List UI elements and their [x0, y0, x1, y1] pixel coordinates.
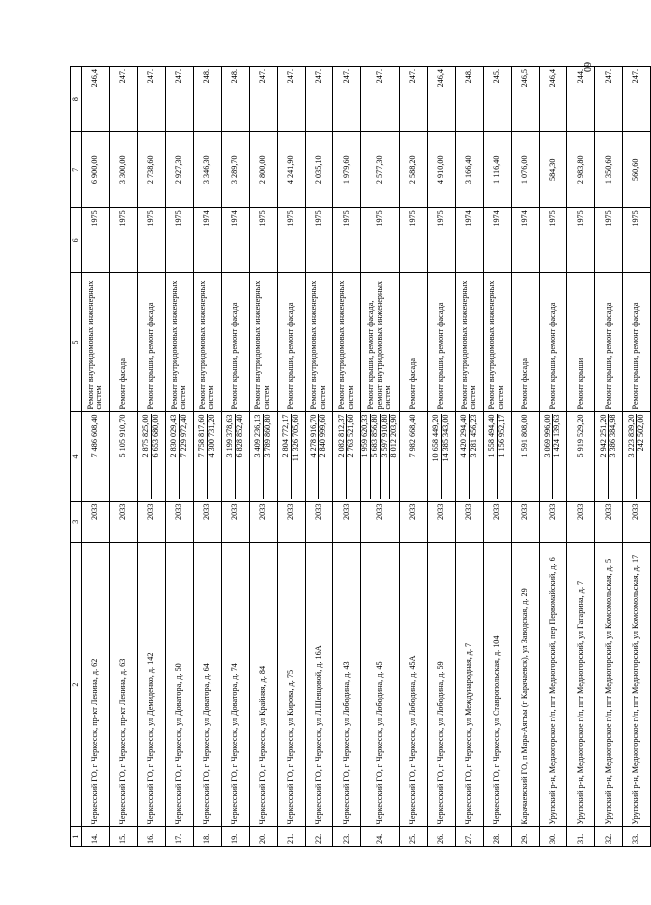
amount-value: 3 281 456,23	[469, 414, 479, 498]
row-number: 22.	[305, 827, 333, 847]
address-cell: Черкесский ГО, г Черкесск, ул Крайняя, д. 84	[249, 542, 277, 827]
row-number: 32.	[595, 827, 623, 847]
table-row	[361, 67, 399, 847]
year-cell: 2033	[137, 501, 165, 542]
year-cell: 2033	[82, 501, 110, 542]
year-cell: 2033	[623, 501, 651, 542]
work-type-cell: Ремонт крыши, ремонт фасада	[595, 273, 623, 412]
built-year-cell: 1975	[165, 208, 193, 273]
work-type-cell: Ремонт внутридомовых инженерных систем	[305, 273, 333, 412]
work-type-cell: Ремонт внутридомовых инженерных систем	[165, 273, 193, 412]
address-cell: Черкесский ГО, г Черкесск, ул Лободина, д. 59	[427, 542, 455, 827]
work-type-cell: Ремонт внутридомовых инженерных систем	[483, 273, 511, 412]
work-type-cell: Ремонт крыши, ремонт фасада	[277, 273, 305, 412]
row-number: 28.	[483, 827, 511, 847]
year-cell: 2033	[361, 501, 399, 542]
table-row	[483, 67, 511, 847]
table-row	[82, 67, 110, 847]
price-cell: 248.	[193, 67, 221, 132]
work-type-cell: Ремонт фасада	[109, 273, 137, 412]
built-year-cell: 1974	[511, 208, 539, 273]
year-cell: 2033	[221, 501, 249, 542]
price-cell: 246,4	[427, 67, 455, 132]
row-number: 24.	[361, 827, 399, 847]
row-number: 14.	[82, 827, 110, 847]
address-cell: Черкесский ГО, г Черкесск, ул Лободина, д. 45А	[399, 542, 427, 827]
page-number: 60	[581, 62, 592, 72]
row-number: 30.	[539, 827, 567, 847]
amount-cell	[193, 412, 221, 501]
built-year-cell: 1975	[305, 208, 333, 273]
amount-value: 6 653 680,00	[151, 414, 161, 498]
year-cell: 2033	[455, 501, 483, 542]
price-cell: 247.	[595, 67, 623, 132]
amount-cell	[277, 412, 305, 501]
year-cell: 2033	[511, 501, 539, 542]
year-cell: 2033	[483, 501, 511, 542]
row-number: 16.	[137, 827, 165, 847]
built-year-cell: 1975	[567, 208, 595, 273]
amount-cell	[305, 412, 333, 501]
address-cell: Черкесский ГО, г Черкесск, ул Доватора, д. 74	[221, 542, 249, 827]
built-year-cell: 1975	[109, 208, 137, 273]
year-cell: 2033	[193, 501, 221, 542]
built-year-cell: 1975	[277, 208, 305, 273]
year-cell: 2033	[165, 501, 193, 542]
built-year-cell: 1975	[82, 208, 110, 273]
amount-value: 11 326 705,60	[291, 414, 301, 498]
amount-cell	[511, 412, 539, 501]
area-cell: 1 979,60	[333, 132, 361, 208]
table-row	[539, 67, 567, 847]
work-type-cell: Ремонт внутридомовых инженерных систем	[455, 273, 483, 412]
year-cell: 2033	[277, 501, 305, 542]
row-number: 33.	[623, 827, 651, 847]
work-type-cell: Ремонт внутридомовых инженерных систем	[193, 273, 221, 412]
area-cell: 3 289,70	[221, 132, 249, 208]
area-cell: 2 588,20	[399, 132, 427, 208]
area-cell: 3 346,30	[193, 132, 221, 208]
row-number: 25.	[399, 827, 427, 847]
work-type-cell: Ремонт крыши	[567, 273, 595, 412]
price-cell: 247.	[249, 67, 277, 132]
built-year-cell: 1974	[193, 208, 221, 273]
amount-value: 7 486 608,40	[90, 414, 100, 458]
amount-value: 4 420 294,40	[459, 414, 469, 458]
price-cell: 246,4	[539, 67, 567, 132]
year-cell: 2033	[305, 501, 333, 542]
amount-value: 4 278 916,70	[308, 414, 318, 458]
table-row	[221, 67, 249, 847]
address-cell: Черкесский ГО, г Черкесск, пр-кт Ленина, д. 62	[82, 542, 110, 827]
built-year-cell: 1975	[539, 208, 567, 273]
table-row	[595, 67, 623, 847]
work-type-cell: Ремонт крыши, ремонт фасада	[137, 273, 165, 412]
amount-value: 3 386 384,98	[608, 414, 618, 498]
built-year-cell: 1975	[595, 208, 623, 273]
table-row	[109, 67, 137, 847]
address-cell: Черкесский ГО, г Черкесск, ул Демиденко, д. 142	[137, 542, 165, 827]
year-cell: 2033	[109, 501, 137, 542]
column-number: 4	[71, 412, 82, 501]
work-type-cell: Ремонт фасада	[399, 273, 427, 412]
built-year-cell: 1975	[137, 208, 165, 273]
work-type-cell: Ремонт фасада	[511, 273, 539, 412]
address-cell: Черкесский ГО, г Черкесск, пр-кт Ленина, д. 63	[109, 542, 137, 827]
amount-value: 2 830 029,43	[169, 414, 179, 458]
built-year-cell: 1974	[483, 208, 511, 273]
year-cell: 2033	[595, 501, 623, 542]
amount-cell	[427, 412, 455, 501]
price-cell: 247.	[623, 67, 651, 132]
price-cell: 246,5	[511, 67, 539, 132]
table-row	[623, 67, 651, 847]
amount-cell	[109, 412, 137, 501]
area-cell: 560,60	[623, 132, 651, 208]
amount-value: 14 385 343,00	[441, 414, 451, 498]
address-cell: Черкесский ГО, г Черкесск, ул Международная, д. 7	[455, 542, 483, 827]
area-cell: 4 910,00	[427, 132, 455, 208]
amount-value: 2 840 999,60	[318, 414, 328, 498]
amount-value: 1 156 952,17	[497, 414, 507, 498]
area-cell: 2 738,60	[137, 132, 165, 208]
amount-cell	[399, 412, 427, 501]
amount-value: 1 591 808,00	[519, 414, 529, 458]
area-cell: 4 241,90	[277, 132, 305, 208]
work-type-cell: Ремонт крыши, ремонт фасада, ремонт внутридомовых инженерных систем	[361, 273, 399, 412]
row-number: 31.	[567, 827, 595, 847]
amount-value: 1 959 620,33	[360, 414, 370, 458]
column-number: 5	[71, 273, 82, 412]
price-cell: 244.	[567, 67, 595, 132]
area-cell: 2 983,80	[567, 132, 595, 208]
table-row	[511, 67, 539, 847]
price-cell: 247.	[399, 67, 427, 132]
price-cell: 245.	[483, 67, 511, 132]
table-row	[193, 67, 221, 847]
area-cell: 1 350,60	[595, 132, 623, 208]
address-cell: Черкесский ГО, г Черкесск, ул Л.Шевцовой, д. 16А	[305, 542, 333, 827]
amount-value: 10 658 449,20	[431, 414, 441, 462]
amount-value: 5 919 529,20	[575, 414, 585, 458]
built-year-cell: 1975	[399, 208, 427, 273]
amount-value: 3 789 860,80	[263, 414, 273, 498]
address-cell: Урупский р-н, Медногорское г/п, пгт Медногорский, ул Комсомольская, д. 5	[595, 542, 623, 827]
price-cell: 247.	[277, 67, 305, 132]
amount-cell	[567, 412, 595, 501]
amount-cell	[455, 412, 483, 501]
row-number: 18.	[193, 827, 221, 847]
amount-value: 7 229 972,40	[179, 414, 189, 498]
year-cell: 2033	[567, 501, 595, 542]
table-row	[455, 67, 483, 847]
work-type-cell: Ремонт внутридомовых инженерных систем	[249, 273, 277, 412]
row-number: 21.	[277, 827, 305, 847]
amount-cell	[483, 412, 511, 501]
price-cell: 248.	[455, 67, 483, 132]
price-cell: 247.	[165, 67, 193, 132]
amount-value: 1 424 139,63	[552, 414, 562, 498]
amount-value: 2 763 521,60	[346, 414, 356, 498]
address-cell: Урупский р-н, Медногорское г/п, пгт Медногорский, пер Первомайский, д. 6	[539, 542, 567, 827]
column-number: 7	[71, 132, 82, 208]
amount-cell	[137, 412, 165, 501]
area-cell: 3 166,40	[455, 132, 483, 208]
table-row	[249, 67, 277, 847]
amount-cell	[165, 412, 193, 501]
row-number: 17.	[165, 827, 193, 847]
amount-value: 3 199 378,63	[225, 414, 235, 458]
price-cell: 247.	[109, 67, 137, 132]
price-cell: 248.	[221, 67, 249, 132]
address-cell: Урупский р-н, Медногорское г/п, пгт Медногорский, ул Комсомольская, д. 17	[623, 542, 651, 827]
address-cell: Карачаевский ГО, п Мара-Аягъы (г Карачаевск), ул Заводская, д. 29	[511, 542, 539, 827]
built-year-cell: 1975	[361, 208, 399, 273]
amount-value: 5 105 910,70	[118, 414, 128, 458]
amount-value: 3 597 910,80	[380, 414, 390, 498]
area-cell: 584,30	[539, 132, 567, 208]
address-cell: Урупский р-н, Медногорское г/п, пгт Медногорский, ул Гагарина, д. 7	[567, 542, 595, 827]
address-cell: Черкесский ГО, г Черкесск, ул Ставропольская, д. 104	[483, 542, 511, 827]
table-row	[305, 67, 333, 847]
row-number: 29.	[511, 827, 539, 847]
area-cell: 1 116,40	[483, 132, 511, 208]
amount-value: 5 683 856,80	[370, 414, 380, 498]
amount-value: 2 082 812,37	[336, 414, 346, 458]
address-cell: Черкесский ГО, г Черкесск, ул Доватора, д. 64	[193, 542, 221, 827]
amount-value: 4 300 731,20	[207, 414, 217, 498]
work-type-cell: Ремонт крыши, ремонт фасада	[221, 273, 249, 412]
address-cell: Черкесский ГО, г Черкесск, ул Доватора, д. 50	[165, 542, 193, 827]
row-number: 15.	[109, 827, 137, 847]
amount-value: 3 223 839,20	[626, 414, 636, 458]
column-number: 6	[71, 208, 82, 273]
area-cell: 2 800,00	[249, 132, 277, 208]
amount-value: 2 804 772,17	[280, 414, 290, 458]
column-number: 2	[71, 542, 82, 827]
work-type-cell: Ремонт внутридомовых инженерных систем	[82, 273, 110, 412]
price-cell: 247.	[137, 67, 165, 132]
column-number-row	[71, 67, 82, 847]
table-row	[137, 67, 165, 847]
rotated-table-wrapper	[70, 66, 646, 847]
table-row	[567, 67, 595, 847]
year-cell: 2033	[539, 501, 567, 542]
amount-value: 6 828 852,40	[235, 414, 245, 498]
amount-cell	[82, 412, 110, 501]
built-year-cell: 1975	[249, 208, 277, 273]
table-row	[399, 67, 427, 847]
amount-value: 1 558 494,40	[486, 414, 496, 458]
built-year-cell: 1975	[623, 208, 651, 273]
area-cell: 1 076,00	[511, 132, 539, 208]
year-cell: 2033	[427, 501, 455, 542]
amount-cell	[539, 412, 567, 501]
amount-cell	[333, 412, 361, 501]
amount-value: 2 875 825,00	[141, 414, 151, 458]
price-cell: 247.	[361, 67, 399, 132]
amount-value: 8 012 203,90	[389, 414, 399, 498]
area-cell: 6 900,00	[82, 132, 110, 208]
price-cell: 247.	[333, 67, 361, 132]
amount-value: 3 069 996,00	[542, 414, 552, 458]
table-body	[71, 67, 651, 847]
area-cell: 2 577,30	[361, 132, 399, 208]
built-year-cell: 1975	[333, 208, 361, 273]
column-number: 8	[71, 67, 82, 132]
amount-value: 7 982 668,40	[407, 414, 417, 458]
repair-schedule-table	[70, 66, 651, 847]
year-cell: 2033	[333, 501, 361, 542]
work-type-cell: Ремонт крыши, ремонт фасада	[427, 273, 455, 412]
work-type-cell: Ремонт крыши, ремонт фасада	[623, 273, 651, 412]
column-number: 3	[71, 501, 82, 542]
amount-cell	[361, 412, 399, 501]
year-cell: 2033	[249, 501, 277, 542]
address-cell: Черкесский ГО, г Черкесск, ул Кирова, д. 75	[277, 542, 305, 827]
amount-cell	[221, 412, 249, 501]
area-cell: 2 927,30	[165, 132, 193, 208]
row-number: 26.	[427, 827, 455, 847]
amount-cell	[595, 412, 623, 501]
amount-cell	[623, 412, 651, 501]
table-frame	[70, 66, 646, 847]
built-year-cell: 1974	[455, 208, 483, 273]
work-type-cell: Ремонт крыши, ремонт фасада	[539, 273, 567, 412]
amount-value: 2 942 251,20	[598, 414, 608, 458]
area-cell: 2 035,10	[305, 132, 333, 208]
table-row	[333, 67, 361, 847]
amount-value: 242 502,00	[636, 414, 646, 498]
row-number: 27.	[455, 827, 483, 847]
amount-value: 3 409 236,13	[252, 414, 262, 458]
amount-value: 7 758 817,60	[197, 414, 207, 458]
row-number: 23.	[333, 827, 361, 847]
built-year-cell: 1975	[427, 208, 455, 273]
row-number: 19.	[221, 827, 249, 847]
amount-cell	[249, 412, 277, 501]
work-type-cell: Ремонт внутридомовых инженерных систем	[333, 273, 361, 412]
address-cell: Черкесский ГО, г Черкесск, ул Лободина, д. 45	[361, 542, 399, 827]
column-number: 1	[71, 827, 82, 847]
table-row	[427, 67, 455, 847]
price-cell: 247.	[305, 67, 333, 132]
area-cell: 3 300,00	[109, 132, 137, 208]
table-row	[165, 67, 193, 847]
price-cell: 246,4	[82, 67, 110, 132]
year-cell: 2033	[399, 501, 427, 542]
row-number: 20.	[249, 827, 277, 847]
table-row	[277, 67, 305, 847]
address-cell: Черкесский ГО, г Черкесск, ул Лободина, д. 43	[333, 542, 361, 827]
built-year-cell: 1974	[221, 208, 249, 273]
